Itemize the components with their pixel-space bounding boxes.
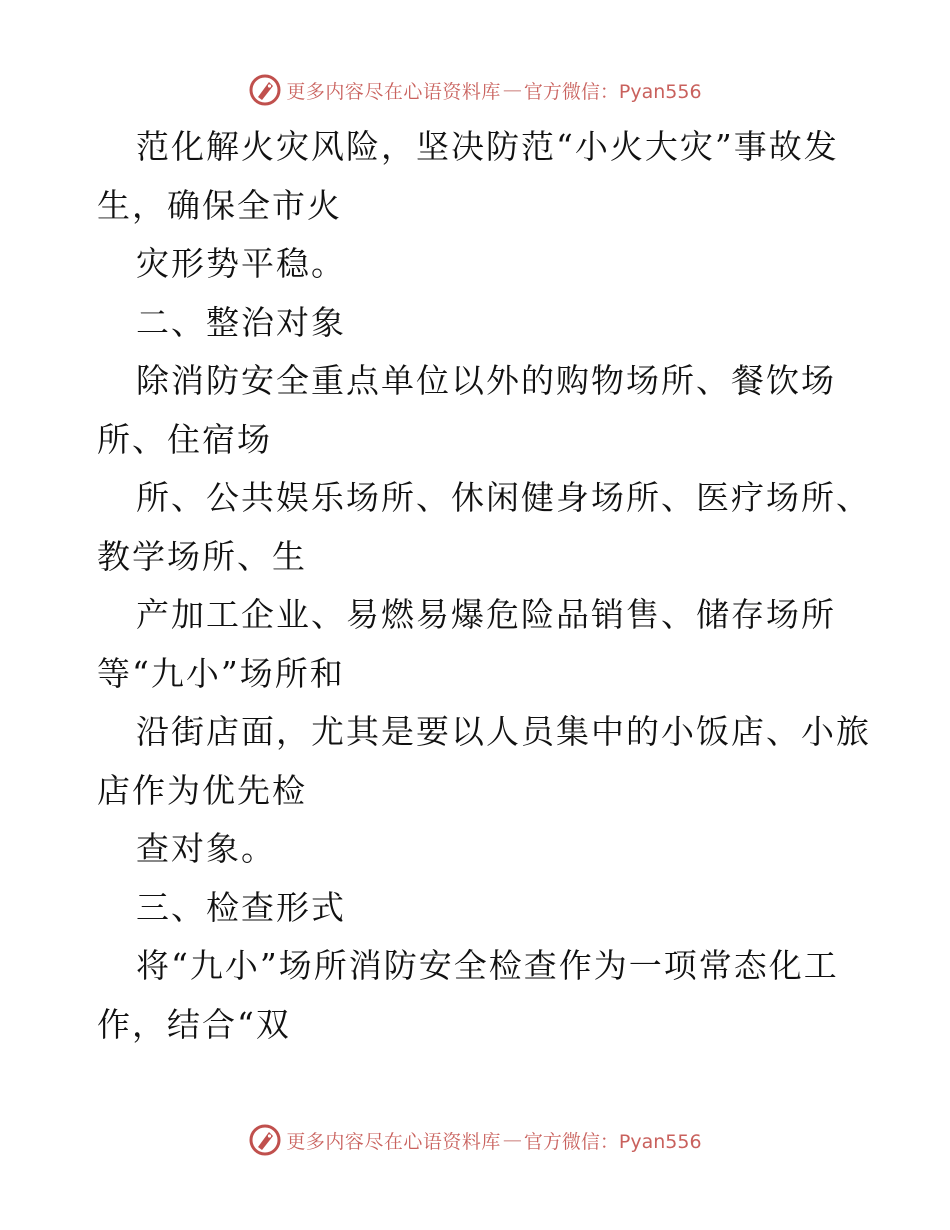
document-body — [97, 118, 871, 1054]
watermark-contact-text: 官方微信：Pyan556 — [523, 80, 702, 103]
section-heading: 二、整治对象 — [136, 302, 346, 342]
body-line: 沿街店面，尤其是要以人员集中的小饭店、小旅 — [136, 712, 871, 751]
watermark-contact-text: 官方微信：Pyan556 — [523, 1130, 702, 1153]
watermark-separator: — — [502, 79, 522, 101]
body-line: 店作为优先检 — [97, 770, 307, 810]
body-line: 灾形势平稳。 — [136, 244, 346, 283]
body-line: 所、住宿场 — [97, 419, 272, 459]
body-line: 范化解火灾风险，坚决防范“小火大灾”事故发 — [136, 127, 839, 166]
body-line: 查对象。 — [136, 829, 276, 868]
watermark-site-text: 更多内容尽在心语资料库 — [286, 80, 501, 103]
body-line: 所、公共娱乐场所、休闲健身场所、医疗场所、 — [136, 478, 871, 517]
watermark-site-text: 更多内容尽在心语资料库 — [286, 1130, 501, 1153]
pen-nib-logo-icon — [248, 1123, 282, 1157]
footer-watermark — [0, 1120, 950, 1160]
header-watermark — [0, 70, 950, 110]
body-line: 作，结合“双 — [97, 1004, 291, 1044]
body-line: 等“九小”场所和 — [97, 653, 345, 693]
watermark-separator: — — [502, 1129, 522, 1151]
body-line: 产加工企业、易燃易爆危险品销售、储存场所 — [136, 595, 836, 634]
section-heading: 三、检查形式 — [136, 887, 346, 927]
body-line: 将“九小”场所消防安全检查作为一项常态化工 — [136, 946, 839, 985]
pen-nib-logo-icon — [248, 73, 282, 107]
body-line: 生，确保全市火 — [97, 185, 342, 225]
body-line: 教学场所、生 — [97, 536, 307, 576]
body-line: 除消防安全重点单位以外的购物场所、餐饮场 — [136, 361, 836, 400]
